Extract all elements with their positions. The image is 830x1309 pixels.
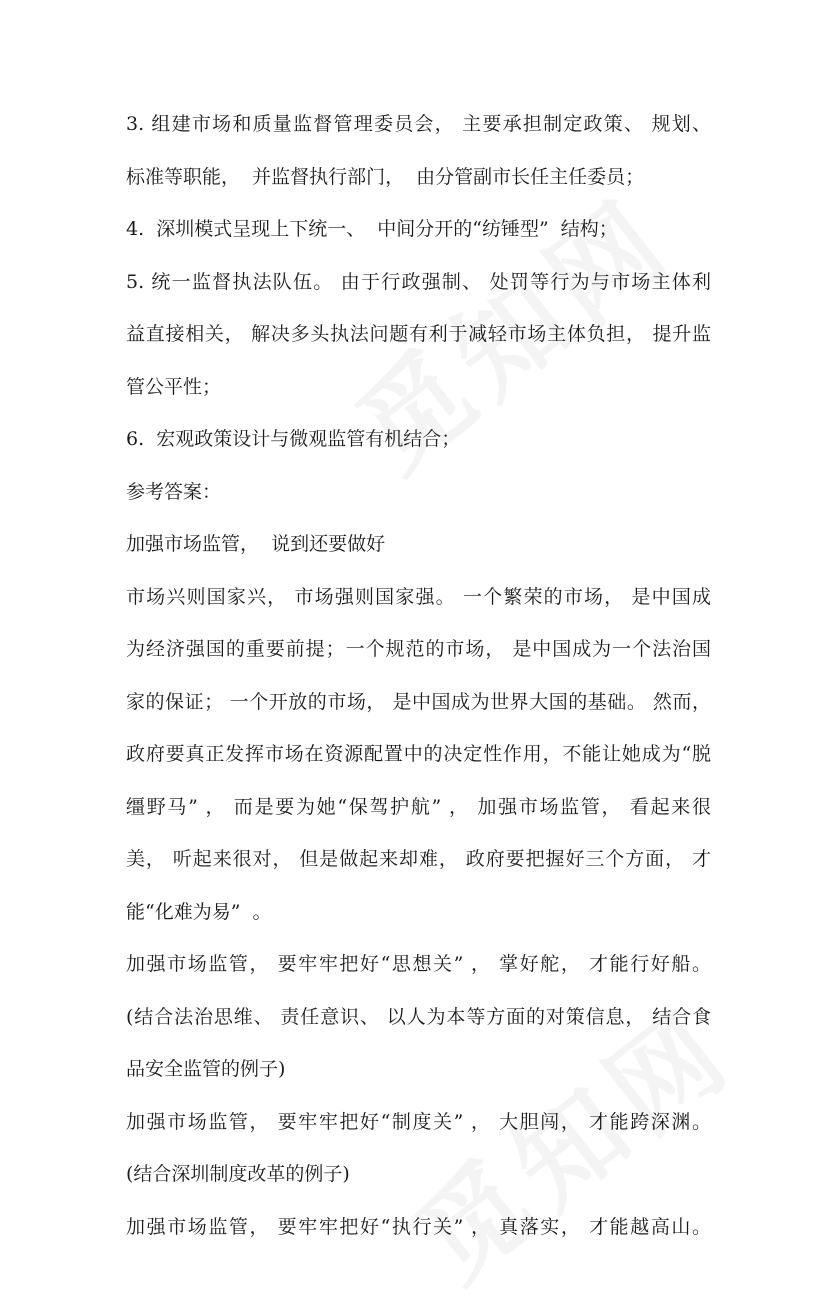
text-line: 加强市场监管， 要牢牢把好“思想关” ， 掌好舵， 才能行好船。 [126,953,711,975]
text-line: 能“化难为易” 。 [126,900,272,923]
text-line: 6. 宏观政策设计与微观监管有机结合； [126,428,461,450]
text-line: 品安全监管的例子) [126,1058,286,1080]
text-line: (结合深圳制度改革的例子) [126,1163,350,1185]
answer-title: 加强市场监管， 说到还要做好 [126,533,386,555]
text-line: 3. 组建市场和质量监督管理委员会， 主要承担制定政策、 规划、 [126,113,711,135]
text-line: 标准等职能， 并监督执行部门， 由分管副市长任主任委员； [126,165,645,188]
text-line: 美， 听起来很对， 但是做起来却难， 政府要把握好三个方面， 才 [126,848,711,870]
text-line: 加强市场监管， 要牢牢把好“制度关” ， 大胆闯， 才能跨深渊。 [126,1110,711,1133]
text-line: 5. 统一监督执法队伍。 由于行政强制、 处罚等行为与市场主体利 [126,270,711,293]
text-line: 市场兴则国家兴， 市场强则国家强。 一个繁荣的市场， 是中国成 [126,585,711,608]
text-line: 益直接相关， 解决多头执法问题有利于减轻市场主体负担， 提升监 [126,323,711,345]
section-heading: 参考答案： [126,480,222,503]
document-body [126,98,711,1253]
text-line: 缰野马” ， 而是要为她“保驾护航” ， 加强市场监管， 看起来很 [126,795,711,818]
text-line: 家的保证； 一个开放的市场， 是中国成为世界大国的基础。 然而， [126,690,711,713]
text-line: 加强市场监管， 要牢牢把好“执行关” ， 真落实， 才能越高山。 [126,1215,711,1238]
text-line: 为经济强国的重要前提；一个规范的市场， 是中国成为一个法治国 [126,638,711,660]
text-line: 4. 深圳模式呈现上下统一、 中间分开的“纺锤型” 结构； [126,218,618,240]
text-line: 政府要真正发挥市场在资源配置中的决定性作用，不能让她成为“脱 [126,743,711,765]
text-line: 管公平性； [126,375,222,398]
text-line: (结合法治思维、 责任意识、 以人为本等方面的对策信息， 结合食 [126,1005,711,1028]
